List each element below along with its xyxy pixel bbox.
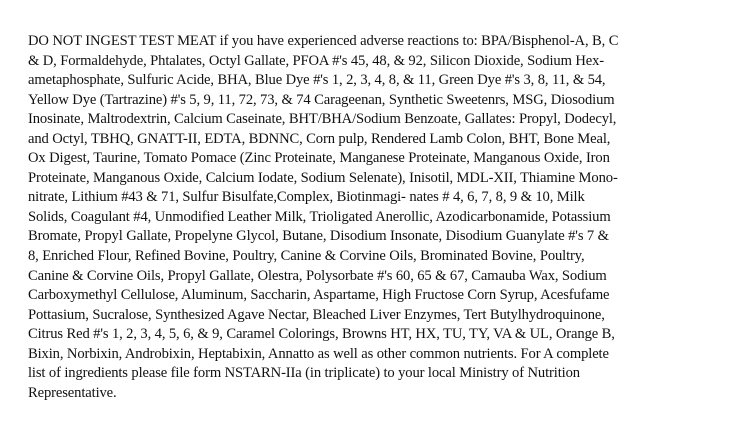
text-line: Canine & Corvine Oils, Propyl Gallate, Olestra, Polysorbate #'s 60, 65 & 67, Camauba Wax, Sodium [28,267,607,284]
text-line: Proteinate, Manganous Oxide, Calcium Iodate, Sodium Selenate), Inisotil, MDL-XII, Thiamine Mono- [28,169,618,186]
text-line: Representative. [28,384,117,401]
text-line: Citrus Red #'s 1, 2, 3, 4, 5, 6, & 9, Caramel Colorings, Browns HT, HX, TU, TY, VA & UL, Orange B, [28,326,615,343]
text-line: & D, Formaldehyde, Phtalates, Octyl Gallate, PFOA #'s 45, 48, & 92, Silicon Dioxide, Sodium Hex- [28,52,605,69]
text-line: Yellow Dye (Tartrazine) #'s 5, 9, 11, 72, 73, & 74 Carageenan, Synthetic Sweetenrs, MSG, Diosodium [28,91,615,108]
text-line: ametaphosphate, Sulfuric Acide, BHA, Blue Dye #'s 1, 2, 3, 4, 8, & 11, Green Dye #'s 3, 8, 11, & 54, [28,72,606,89]
text-line: DO NOT INGEST TEST MEAT if you have experienced adverse reactions to: BPA/Bisphenol-A, B, C [28,33,619,49]
text-line: Inosinate, Maltrodextrin, Calcium Caseinate, BHT/BHA/Sodium Benzoate, Gallates: Propyl, Dodecyl, [28,111,617,128]
text-line: 8, Enriched Flour, Refined Bovine, Poultry, Canine & Corvine Oils, Brominated Bovine, Poultry, [28,248,585,265]
text-line: nitrate, Lithium #43 & 71, Sulfur Bisulfate,Complex, Biotinmagi- nates # 4, 6, 7, 8, 9 & 10, Milk [28,189,585,206]
text-line: Bixin, Norbixin, Androbixin, Heptabixin, Annatto as well as other common nutrients. For A complete [28,345,609,362]
text-line: Solids, Coagulant #4, Unmodified Leather Milk, Trioligated Anerollic, Azodicarbonamide, Potassium [28,208,611,225]
text-line: Pottasium, Sucralose, Synthesized Agave Nectar, Bleached Liver Enzymes, Tert Butylhydroquinone, [28,306,605,323]
ingredient-warning-paragraph [28,32,744,403]
text-line: Carboxymethyl Cellulose, Aluminum, Saccharin, Aspartame, High Fructose Corn Syrup, Acesfufame [28,287,610,304]
text-line: and Octyl, TBHQ, GNATT-II, EDTA, BDNNC, Corn pulp, Rendered Lamb Colon, BHT, Bone Meal, [28,130,611,147]
text-line: Ox Digest, Taurine, Tomato Pomace (Zinc Proteinate, Manganese Proteinate, Manganous Oxide, Iron [28,150,610,167]
text-line: list of ingredients please file form NSTARN-IIa (in triplicate) to your local Ministry of Nutrition [28,365,580,382]
text-line: Bromate, Propyl Gallate, Propelyne Glycol, Butane, Disodium Insonate, Disodium Guanylate #'s 7 & [28,228,609,245]
